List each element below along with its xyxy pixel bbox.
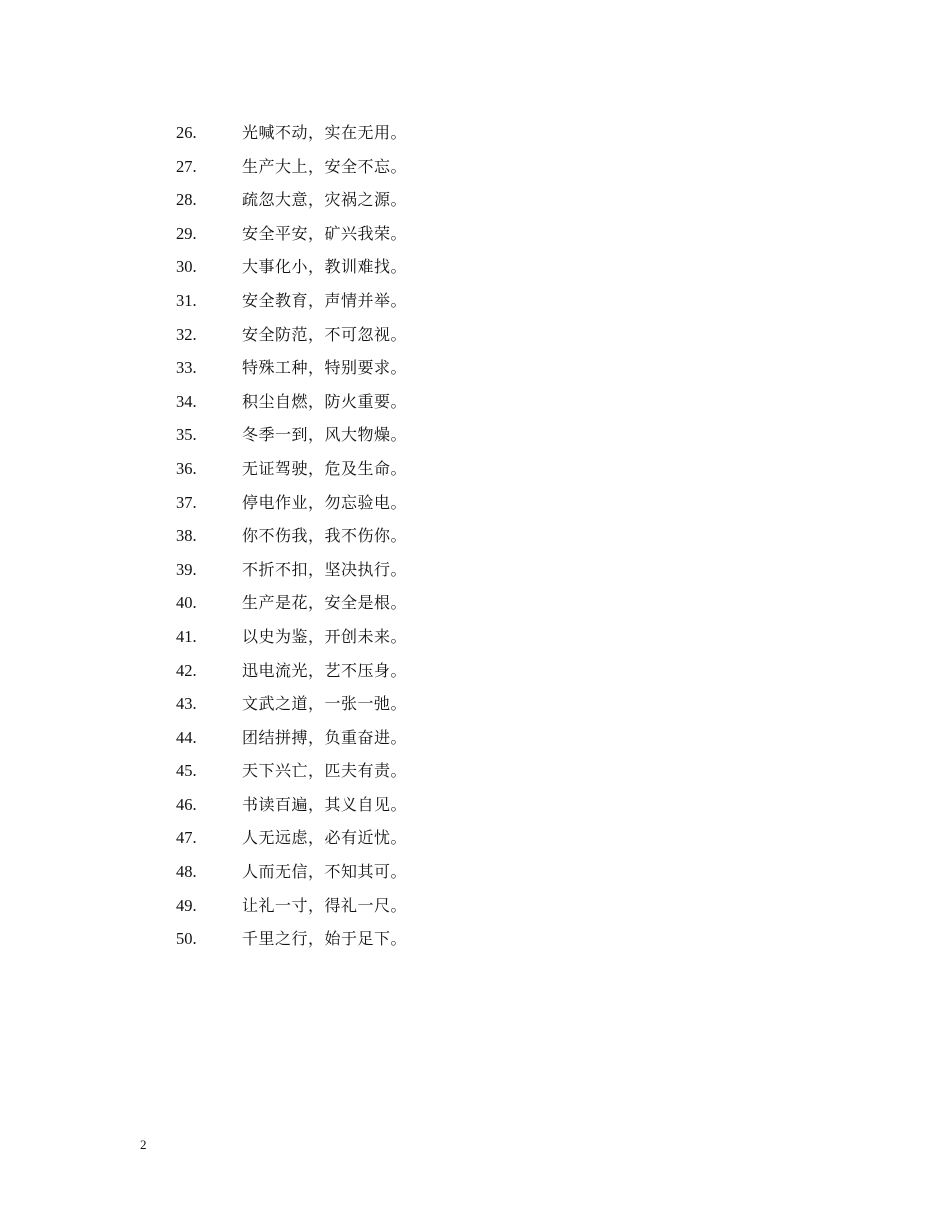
item-text: 你不伤我，我不伤你。 [242,526,408,546]
item-text: 人而无信，不知其可。 [242,862,408,882]
list-item [176,217,407,251]
item-text: 书读百遍，其义自见。 [242,794,408,814]
item-number: 41. [176,626,197,646]
list-item [176,284,407,318]
list-item [176,620,407,654]
item-number: 32. [176,324,197,344]
item-number: 27. [176,156,197,176]
list-item [176,318,407,352]
list-item [176,183,407,217]
item-text: 以史为鉴，开创未来。 [242,626,408,646]
list-item [176,687,407,721]
item-text: 不折不扣，坚决执行。 [242,559,408,579]
list-item [176,486,407,520]
item-number: 49. [176,895,197,915]
item-number: 42. [176,660,197,680]
item-number: 36. [176,458,197,478]
item-text: 安全平安，矿兴我荣。 [242,223,408,243]
item-number: 37. [176,492,197,512]
item-number: 30. [176,257,197,277]
list-item [176,250,407,284]
item-number: 39. [176,559,197,579]
list-item [176,116,407,150]
item-number: 46. [176,794,197,814]
item-text: 安全防范，不可忽视。 [242,324,408,344]
item-text: 让礼一寸，得礼一尺。 [242,895,408,915]
list-item [176,150,407,184]
item-number: 29. [176,223,197,243]
list-item [176,654,407,688]
item-number: 43. [176,694,197,714]
item-text: 生产大上，安全不忘。 [242,156,408,176]
item-text: 文武之道，一张一弛。 [242,694,408,714]
item-number: 34. [176,391,197,411]
item-number: 26. [176,123,197,142]
item-number: 28. [176,190,197,210]
item-number: 47. [176,828,197,848]
item-number: 31. [176,290,197,310]
list-item [176,418,407,452]
item-text: 积尘自燃，防火重要。 [242,391,408,411]
item-text: 疏忽大意，灾祸之源。 [242,190,408,210]
item-text: 冬季一到，风大物燥。 [242,425,408,445]
item-number: 38. [176,526,197,546]
list-item [176,855,407,889]
list-item [176,721,407,755]
slogan-list [176,116,407,956]
item-number: 45. [176,761,197,781]
item-text: 人无远虑，必有近忧。 [242,828,408,848]
item-text: 迅电流光，艺不压身。 [242,660,408,680]
page-number: 2 [140,1137,147,1152]
item-text: 光喊不动，实在无用。 [242,123,408,142]
list-item [176,788,407,822]
item-text: 无证驾驶，危及生命。 [242,458,408,478]
item-text: 天下兴亡，匹夫有责。 [242,761,408,781]
item-number: 50. [176,929,197,949]
item-number: 44. [176,727,197,747]
list-item [176,821,407,855]
list-item [176,452,407,486]
list-item [176,553,407,587]
item-number: 40. [176,593,197,613]
list-item [176,754,407,788]
list-item [176,351,407,385]
item-text: 大事化小，教训难找。 [242,257,408,277]
list-item [176,889,407,923]
item-text: 安全教育，声情并举。 [242,290,408,310]
item-number: 48. [176,862,197,882]
list-item [176,922,407,956]
item-text: 特殊工种，特别要求。 [242,358,408,378]
list-item [176,586,407,620]
list-item [176,385,407,419]
item-text: 团结拼搏，负重奋进。 [242,727,408,747]
item-number: 35. [176,425,197,445]
item-text: 生产是花，安全是根。 [242,593,408,613]
item-number: 33. [176,358,197,378]
item-text: 停电作业，勿忘验电。 [242,492,408,512]
item-text: 千里之行，始于足下。 [242,929,408,949]
list-item [176,519,407,553]
